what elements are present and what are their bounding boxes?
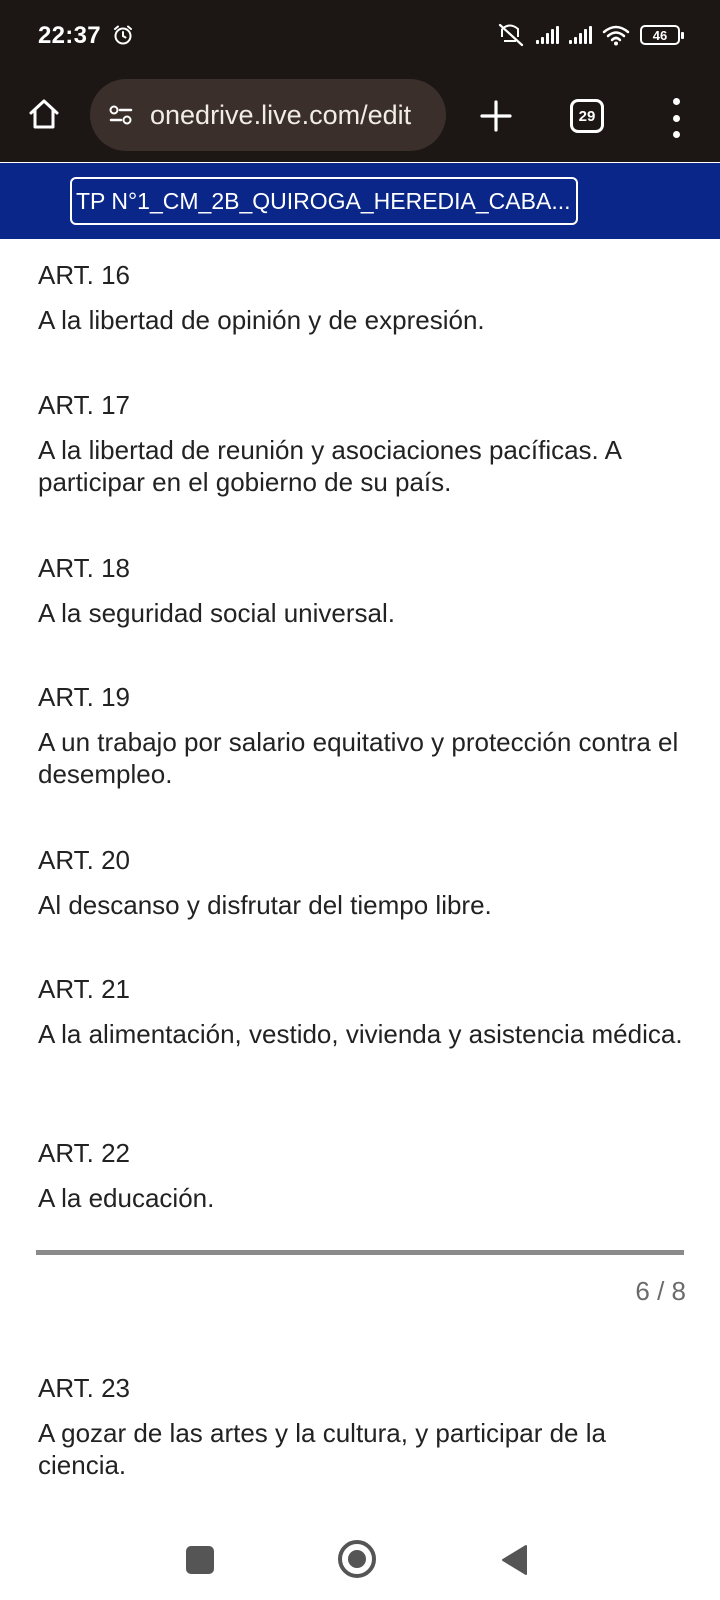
article-block [38,972,688,1050]
article-block [38,843,688,921]
wifi-icon [602,24,630,46]
page-indicator: 6 / 8 [635,1276,686,1306]
article-number: ART. 16 [38,260,131,290]
article-text: A la seguridad social universal. [38,598,395,628]
article-text: A gozar de las artes y la cultura, y participar de la ciencia. [38,1418,606,1480]
status-bar [0,0,720,70]
new-tab-button[interactable] [474,94,518,138]
article-number: ART. 23 [38,1373,131,1403]
article-block [38,551,688,629]
tab-switcher-button[interactable] [570,99,604,133]
page-divider [36,1250,684,1255]
address-bar[interactable] [90,79,446,151]
battery-icon [640,25,680,45]
article-block [38,680,688,790]
document-header [0,163,720,239]
article-text: A la libertad de opinión y de expresión. [38,305,485,335]
article-block [38,1371,688,1481]
article-number: ART. 20 [38,845,131,875]
home-nav-button[interactable] [338,1540,376,1578]
article-text: A la alimentación, vestido, vivienda y asistencia médica. [38,1019,683,1049]
overflow-menu-button[interactable] [660,98,692,138]
alarm-icon [112,24,134,46]
status-time: 22:37 [38,22,101,49]
article-block [38,388,688,498]
browser-toolbar [0,70,720,162]
navigation-bar [0,1520,720,1600]
document-title[interactable]: TP N°1_CM_2B_QUIROGA_HEREDIA_CABA... [70,177,578,225]
article-number: ART. 18 [38,553,131,583]
home-button[interactable] [22,92,66,136]
tab-count: 29 [578,107,596,125]
article-number: ART. 17 [38,390,131,420]
back-button[interactable] [500,1544,528,1576]
article-block [38,1136,688,1214]
article-text: Al descanso y disfrutar del tiempo libre. [38,890,492,920]
article-block [38,258,688,336]
article-number: ART. 19 [38,682,131,712]
vibrate-off-icon [496,23,526,47]
article-number: ART. 22 [38,1138,131,1168]
battery-level: 46 [652,27,668,43]
cellular-signal-icon [536,26,559,44]
url-text: onedrive.live.com/edit [150,99,412,130]
article-text: A un trabajo por salario equitativo y protección contra el desempleo. [38,727,679,789]
home-icon [26,96,62,132]
article-text: A la educación. [38,1183,215,1213]
recent-apps-button[interactable] [186,1546,214,1574]
site-settings-icon[interactable] [108,102,134,128]
cellular-signal-icon-2 [569,26,592,44]
article-text: A la libertad de reunión y asociaciones pacíficas. A participar en el gobierno de su país. [38,435,621,497]
article-number: ART. 21 [38,974,131,1004]
